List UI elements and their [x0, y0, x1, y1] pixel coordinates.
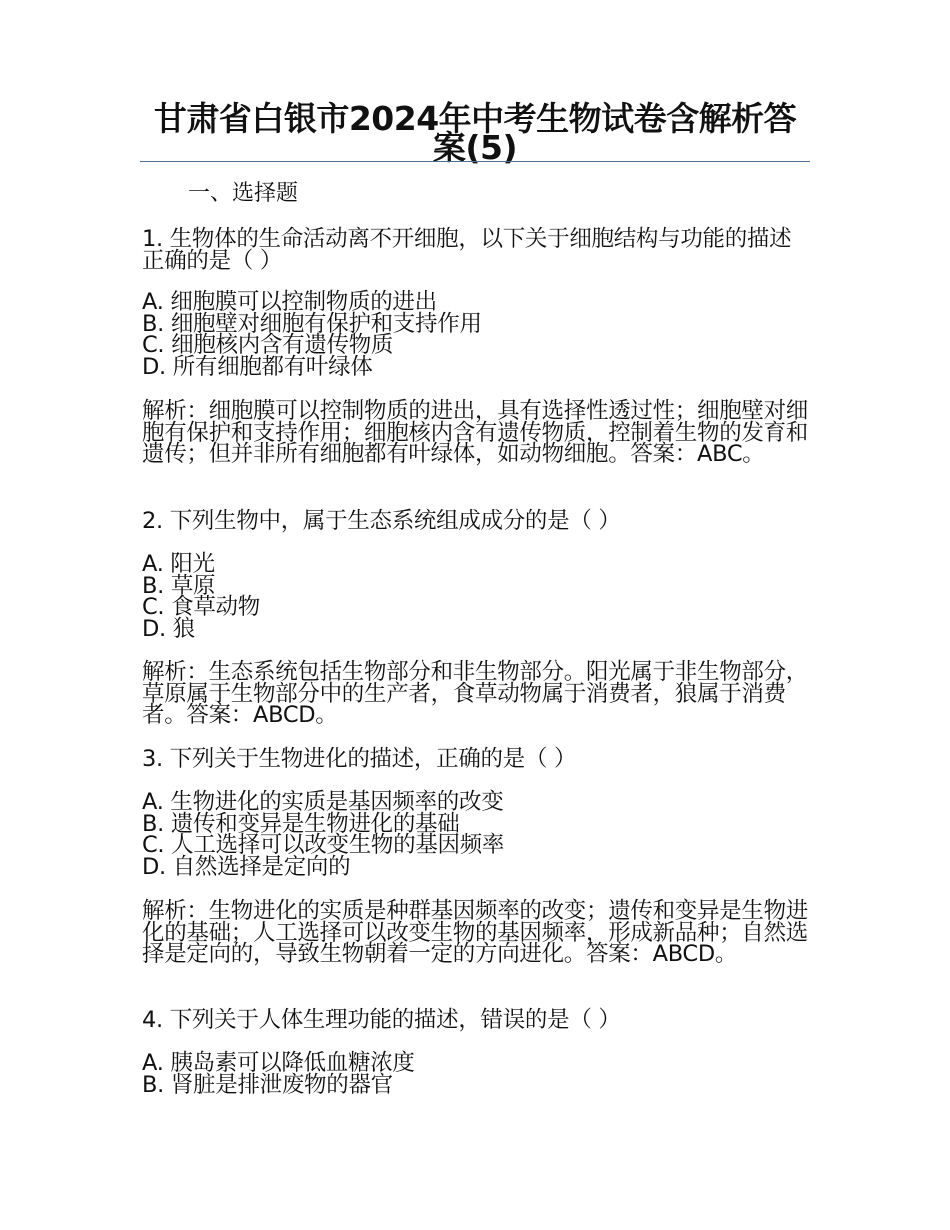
question-2-options: [142, 551, 812, 642]
option-d: D. 狼: [142, 615, 195, 642]
option-b: B. 细胞壁对细胞有保护和支持作用: [142, 310, 482, 337]
question-stem-text: 3. 下列关于生物进化的描述，正确的是（ ）: [142, 746, 577, 772]
option-d: D. 自然选择是定向的: [142, 853, 351, 880]
question-3-options: [142, 789, 812, 880]
analysis-text: 解析：细胞膜可以控制物质的进出，具有选择性透过性；细胞壁对细胞有保护和支持作用；细胞核内含有遗传物质，控制着生物的发育和遗传；但并非所有细胞都有叶绿体，如动物细胞。答案：ABC。: [142, 398, 809, 467]
option-a: A. 生物进化的实质是基因频率的改变: [142, 789, 504, 815]
analysis-text: 解析：生态系统包括生物部分和非生物部分。阳光属于非生物部分，草原属于生物部分中的生产者，食草动物属于消费者，狼属于消费者。答案：ABCD。: [142, 659, 809, 728]
option-c: C. 人工选择可以改变生物的基因频率: [142, 832, 505, 858]
question-stem-text: 1. 生物体的生命活动离不开细胞，以下关于细胞结构与功能的描述正确的是（ ）: [142, 226, 792, 274]
option-b: B. 遗传和变异是生物进化的基础: [142, 810, 460, 837]
question-4-stem: [142, 1007, 812, 1033]
question-3-analysis: [142, 898, 812, 967]
question-4-options: [142, 1050, 812, 1098]
option-b: B. 草原: [142, 572, 216, 599]
option-b: B. 肾脏是排泄废物的器官: [142, 1071, 393, 1098]
analysis-text: 解析：生物进化的实质是种群基因频率的改变；遗传和变异是生物进化的基础；人工选择可以改变生物的基因频率，形成新品种；自然选择是定向的，导致生物朝着一定的方向进化。答案：ABCD。: [142, 898, 809, 967]
question-2-stem: [142, 508, 812, 534]
option-c: C. 细胞核内含有遗传物质: [142, 332, 394, 358]
title-underline: [140, 161, 810, 162]
question-3-stem: [142, 746, 812, 772]
question-1-options: [142, 289, 812, 380]
question-stem-text: 4. 下列关于人体生理功能的描述，错误的是（ ）: [142, 1007, 621, 1033]
document-title: 甘肃省白银市2024年中考生物试卷含解析答案(5): [153, 99, 797, 167]
option-c: C. 食草动物: [142, 594, 260, 620]
question-1-analysis: [142, 398, 812, 467]
option-a: A. 细胞膜可以控制物质的进出: [142, 289, 437, 315]
section-heading: 一、选择题: [188, 181, 299, 206]
question-2-analysis: [142, 659, 812, 728]
question-1-stem: [142, 226, 812, 274]
option-d: D. 所有细胞都有叶绿体: [142, 353, 373, 380]
question-stem-text: 2. 下列生物中，属于生态系统组成成分的是（ ）: [142, 508, 621, 534]
option-a: A. 阳光: [142, 551, 215, 577]
option-a: A. 胰岛素可以降低血糖浓度: [142, 1050, 415, 1076]
